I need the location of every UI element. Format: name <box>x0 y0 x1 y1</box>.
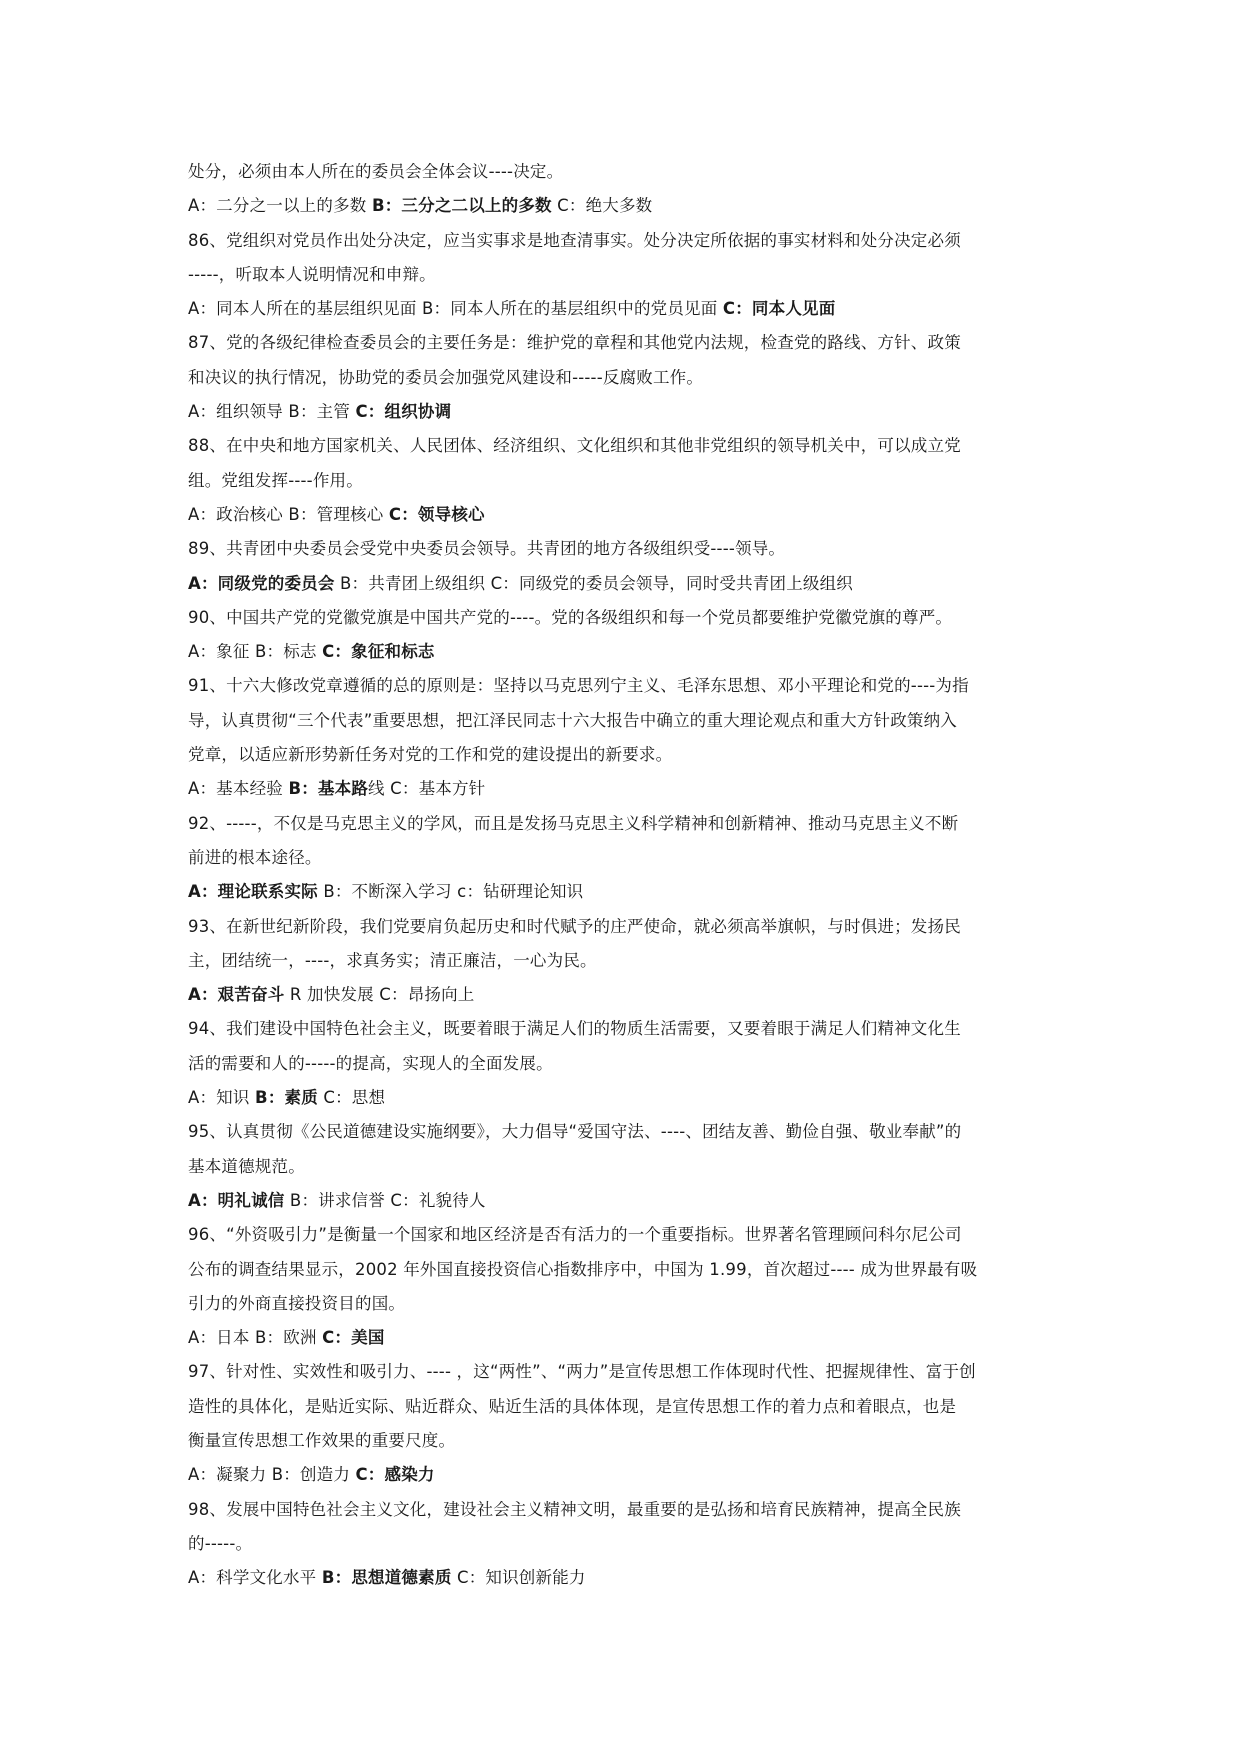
answer-text: A：明礼诚信 <box>188 1190 285 1210</box>
answer-text: C：感染力 <box>355 1465 435 1485</box>
text-segment: 96、“外资吸引力”是衡量一个国家和地区经济是否有活力的一个重要指标。世界著名管理顾问科尔尼公司 <box>188 1225 962 1245</box>
text-line <box>188 361 1058 395</box>
text-segment: 线 C：基本方针 <box>368 779 486 799</box>
text-segment: 95、认真贯彻《公民道德建设实施纲要》，大力倡导“爱国守法、----、团结友善、勤俭自强、敬业奉献”的 <box>188 1122 962 1142</box>
document-page <box>188 155 1058 1595</box>
text-line <box>188 841 1058 875</box>
answer-text: B：思想道德素质 <box>321 1568 452 1588</box>
text-segment: R 加快发展 C：昂扬向上 <box>284 985 475 1005</box>
text-segment: 和决议的执行情况，协助党的委员会加强党风建设和-----反腐败工作。 <box>188 367 704 387</box>
text-line <box>188 429 1058 463</box>
text-line <box>188 1184 1058 1218</box>
text-line <box>188 772 1058 806</box>
text-segment: 的-----。 <box>188 1533 253 1553</box>
answer-text: B：基本路 <box>288 779 369 799</box>
answer-text: C：同本人见面 <box>722 299 836 319</box>
text-line <box>188 1493 1058 1527</box>
text-segment: A：象征 B：标志 <box>188 642 323 662</box>
text-line <box>188 498 1058 532</box>
text-segment: 94、我们建设中国特色社会主义，既要着眼于满足人们的物质生活需要，又要着眼于满足人们精神文化生 <box>188 1019 961 1039</box>
text-line <box>188 1287 1058 1321</box>
text-segment: 党章，以适应新形势新任务对党的工作和党的建设提出的新要求。 <box>188 745 673 765</box>
text-line <box>188 1458 1058 1492</box>
text-segment: 基本道德规范。 <box>188 1156 305 1176</box>
text-line <box>188 635 1058 669</box>
text-line <box>188 1321 1058 1355</box>
text-line <box>188 1012 1058 1046</box>
text-line <box>188 258 1058 292</box>
text-segment: A：组织领导 B：主管 <box>188 402 356 422</box>
text-line <box>188 910 1058 944</box>
text-segment: A：基本经验 <box>188 779 289 799</box>
text-segment: 97、针对性、实效性和吸引力、---- ，这“两性”、“两力”是宣传思想工作体现时代性、把握规律性、富于创 <box>188 1362 976 1382</box>
text-segment: 93、在新世纪新阶段，我们党要肩负起历史和时代赋予的庄严使命，就必须高举旗帜，与时俱进；发扬民 <box>188 916 961 936</box>
text-line <box>188 1390 1058 1424</box>
text-line <box>188 1081 1058 1115</box>
text-segment: B：不断深入学习 c：钻研理论知识 <box>317 882 584 902</box>
answer-text: B：素质 <box>255 1088 318 1108</box>
answer-text: C：象征和标志 <box>322 642 435 662</box>
text-segment: C：绝大多数 <box>551 196 653 216</box>
text-segment: 91、十六大修改党章遵循的总的原则是：坚持以马克思列宁主义、毛泽东思想、邓小平理论和党的----为指 <box>188 676 969 696</box>
text-segment: A：日本 B：欧洲 <box>188 1328 323 1348</box>
text-line <box>188 1115 1058 1149</box>
text-segment: 86、党组织对党员作出处分决定，应当实事求是地查清事实。处分决定所依据的事实材料和处分决定必须 <box>188 230 961 250</box>
answer-text: A：理论联系实际 <box>188 882 318 902</box>
text-line <box>188 189 1058 223</box>
text-segment: 引力的外商直接投资目的国。 <box>188 1293 406 1313</box>
text-segment: C：知识创新能力 <box>451 1568 586 1588</box>
text-line <box>188 978 1058 1012</box>
text-segment: A：同本人所在的基层组织见面 B：同本人所在的基层组织中的党员见面 <box>188 299 723 319</box>
text-line <box>188 807 1058 841</box>
text-segment: 98、发展中国特色社会主义文化，建设社会主义精神文明，最重要的是弘扬和培育民族精神，提高全民族 <box>188 1499 961 1519</box>
answer-text: C：美国 <box>322 1328 385 1348</box>
text-line <box>188 1150 1058 1184</box>
text-line <box>188 464 1058 498</box>
answer-text: C：领导核心 <box>388 504 485 524</box>
text-line <box>188 532 1058 566</box>
text-line <box>188 1561 1058 1595</box>
text-segment: 92、-----，不仅是马克思主义的学风，而且是发扬马克思主义科学精神和创新精神、推动马克思主义不断 <box>188 813 959 833</box>
text-line <box>188 738 1058 772</box>
text-segment: 89、共青团中央委员会受党中央委员会领导。共青团的地方各级组织受----领导。 <box>188 539 786 559</box>
text-line <box>188 1253 1058 1287</box>
answer-text: B：三分之二以上的多数 <box>371 196 552 216</box>
text-segment: A：知识 <box>188 1088 256 1108</box>
text-segment: A：科学文化水平 <box>188 1568 322 1588</box>
text-line <box>188 1355 1058 1389</box>
answer-text: C：组织协调 <box>355 402 452 422</box>
text-segment: 87、党的各级纪律检查委员会的主要任务是：维护党的章程和其他党内法规，检查党的路线、方针、政策 <box>188 333 961 353</box>
text-segment: 组。党组发挥----作用。 <box>188 470 363 490</box>
text-segment: A：凝聚力 B：创造力 <box>188 1465 356 1485</box>
text-segment: 前进的根本途径。 <box>188 847 322 867</box>
text-segment: 造性的具体化，是贴近实际、贴近群众、贴近生活的具体体现，是宣传思想工作的着力点和着眼点，也是 <box>188 1396 957 1416</box>
text-line <box>188 292 1058 326</box>
text-segment: A：政治核心 B：管理核心 <box>188 504 389 524</box>
text-segment: 活的需要和人的-----的提高，实现人的全面发展。 <box>188 1053 553 1073</box>
text-line <box>188 1424 1058 1458</box>
text-segment: 衡量宣传思想工作效果的重要尺度。 <box>188 1430 456 1450</box>
text-line <box>188 326 1058 360</box>
text-line <box>188 669 1058 703</box>
answer-text: A：同级党的委员会 <box>188 573 335 593</box>
text-segment: 主，团结统一，----，求真务实；清正廉洁，一心为民。 <box>188 950 597 970</box>
text-segment: -----，听取本人说明情况和申辩。 <box>188 264 436 284</box>
text-line <box>188 601 1058 635</box>
text-segment: 90、中国共产党的党徽党旗是中国共产党的----。党的各级组织和每一个党员都要维护党徽党旗的尊严。 <box>188 607 953 627</box>
text-line <box>188 224 1058 258</box>
answer-text: A：艰苦奋斗 <box>188 985 285 1005</box>
text-line <box>188 1047 1058 1081</box>
text-line <box>188 875 1058 909</box>
text-line <box>188 155 1058 189</box>
text-segment: 88、在中央和地方国家机关、人民团体、经济组织、文化组织和其他非党组织的领导机关中，可以成立党 <box>188 436 961 456</box>
text-line <box>188 944 1058 978</box>
text-segment: A：二分之一以上的多数 <box>188 196 372 216</box>
text-segment: 导，认真贯彻“三个代表”重要思想，把江泽民同志十六大报告中确立的重大理论观点和重大方针政策纳入 <box>188 710 957 730</box>
text-line <box>188 1218 1058 1252</box>
text-segment: C：思想 <box>317 1088 386 1108</box>
text-line <box>188 704 1058 738</box>
text-line <box>188 395 1058 429</box>
text-line <box>188 567 1058 601</box>
text-segment: 公布的调查结果显示，2002 年外国直接投资信心指数排序中，中国为 1.99，首次超过---- 成为世界最有吸 <box>188 1259 978 1279</box>
text-segment: 处分，必须由本人所在的委员会全体会议----决定。 <box>188 162 564 181</box>
text-segment: B：共青团上级组织 C：同级党的委员会领导，同时受共青团上级组织 <box>334 573 854 593</box>
text-segment: B：讲求信誉 C：礼貌待人 <box>284 1190 486 1210</box>
text-line <box>188 1527 1058 1561</box>
